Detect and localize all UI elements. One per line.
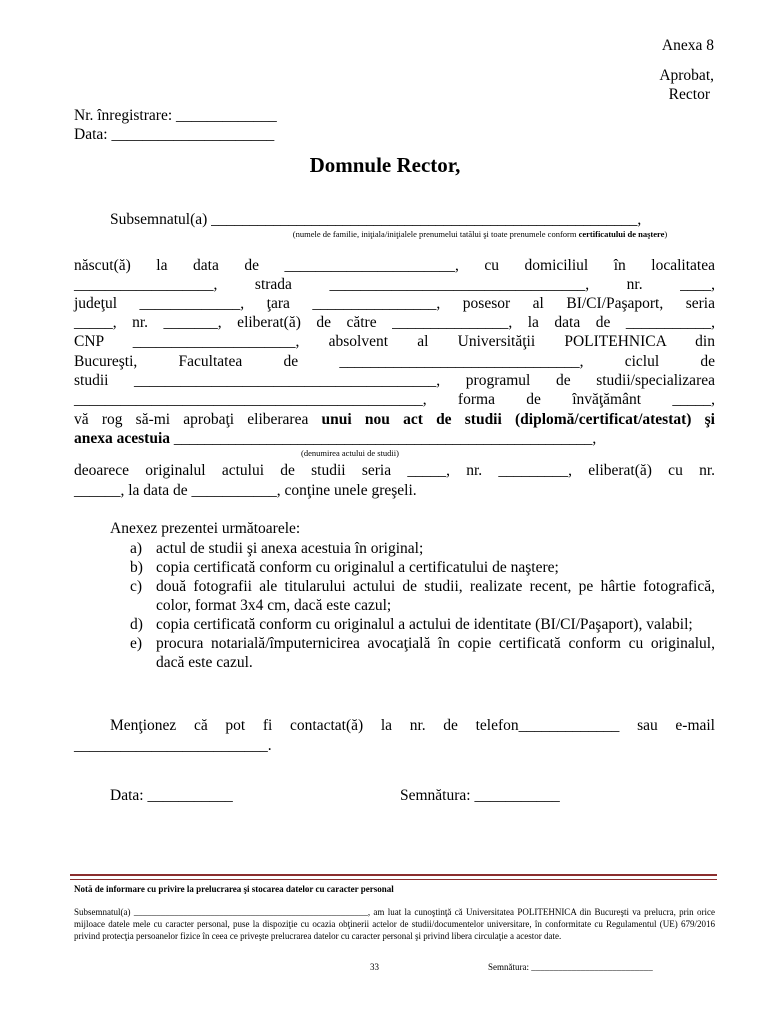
attachment-text: copia certificată conform cu originalul a actului de identitate (BI/CI/Paşaport), valabil; [156, 616, 693, 633]
attachment-item [130, 558, 715, 577]
attachment-item [130, 539, 715, 558]
note-divider [70, 874, 717, 876]
contact-phone-line[interactable]: Menţionez că pot fi contactat(ă) la nr. de telefon_____________ sau e-mail [110, 717, 715, 734]
approved-label: Aprobat, [659, 67, 714, 84]
registration-number-field[interactable]: Nr. înregistrare: _____________ [74, 107, 277, 124]
county-line[interactable]: judeţul _____________, ţara ________________, posesor al BI/CI/Paşaport, seria [74, 295, 715, 312]
request-line [74, 410, 715, 429]
name-caption-end: ) [664, 229, 668, 239]
registration-date-field[interactable]: Data: _____________________ [74, 126, 275, 143]
id-number-line[interactable]: _____, nr. _______, eliberat(ă) de către _______________, la data de ___________, [74, 314, 715, 331]
study-cycle-line[interactable]: studii _______________________________________, programul de studii/specializarea [74, 372, 715, 389]
attachment-text: procura notarială/împuternicirea avocaţială în copie certificată conform cu originalul, dacă este cazul. [156, 635, 715, 671]
annex-bold-text: anexa acestuia [74, 430, 171, 447]
request-bold-text: unui nou act de studii (diplomă/certificat/atestat) şi [321, 411, 715, 428]
attachments-intro: Anexez prezentei următoarele: [110, 520, 301, 537]
attachment-label: d) [130, 616, 143, 633]
attachment-text: copia certificată conform cu originalul a certificatului de naştere; [156, 559, 559, 576]
attachment-label: a) [130, 540, 143, 557]
study-form-line[interactable]: _____________________________________________, forma de învăţământ _____, [74, 391, 715, 408]
attachment-text: două fotografii ale titularului actului de studii, realizate recent, pe hârtie fotografică, color, format 3x4 cm, dacă este cazul; [156, 578, 715, 614]
note-text: Subsemnatul(a) ____________________________________________________, am luat la cunoştinţă că Universitatea POLITEHNICA din Bucureşti va prelucra, prin orice mijloace datele mele cu caracter personal, puse la dispoziţie cu ocazia obţinerii actelor de studii/documentelor universitare, în conformitate cu Regulamentul (UE) 679/2016 privind protecţia persoanelor fizice în ceea ce priveşte prelucrarea datelor cu caracter personal şi privind libera circulaţie a acestor date. [74, 907, 715, 941]
note-title: Notă de informare cu privire la prelucrarea şi stocarea datelor cu caracter personal [74, 884, 394, 894]
street-line[interactable]: __________________, strada _________________________________, nr. ____, [74, 276, 715, 293]
annex-line[interactable] [74, 429, 596, 448]
note-signature-field[interactable]: Semnătura: ___________________________ [488, 962, 653, 972]
name-caption-text: (numele de familie, iniţiala/iniţialele prenumelui tatălui şi toate prenumele conform [292, 229, 579, 239]
document-name-field[interactable]: ______________________________________________________, [170, 430, 597, 447]
page-title: Domnule Rector, [309, 153, 461, 177]
name-caption-bold: certificatului de naştere [578, 229, 665, 239]
original-date-line[interactable]: ______, la data de ___________, conţine unele greşeli. [74, 482, 417, 499]
attachment-label: e) [130, 635, 143, 652]
attachment-item [130, 577, 715, 615]
attachment-item [130, 615, 715, 634]
document-name-caption: (denumirea actului de studii) [301, 448, 399, 458]
date-field[interactable]: Data: ___________ [110, 787, 233, 804]
request-text: vă rog să-mi aprobaţi eliberarea [74, 411, 322, 428]
attachment-item [130, 634, 715, 672]
applicant-name-field[interactable]: Subsemnatul(a) _______________________________________________________, [110, 211, 642, 228]
attachment-text: actul de studii şi anexa acestuia în original; [156, 540, 424, 557]
page-number: 33 [370, 962, 379, 972]
attachments-list [130, 539, 715, 672]
birth-date-line[interactable]: născut(ă) la data de ______________________, cu domiciliul în localitatea [74, 257, 715, 274]
approver-label: Rector [668, 86, 710, 103]
attachment-label: b) [130, 559, 143, 576]
original-document-line[interactable]: deoarece originalul actului de studii seria _____, nr. _________, eliberat(ă) cu nr. [74, 462, 715, 479]
signature-field[interactable]: Semnătura: ___________ [400, 787, 560, 804]
contact-email-field[interactable]: _________________________. [74, 737, 272, 754]
annex-label: Anexa 8 [661, 37, 714, 54]
name-caption [200, 229, 760, 239]
faculty-line[interactable]: Bucureşti, Facultatea de _______________________________, ciclul de [74, 353, 715, 370]
note-divider-thin [70, 879, 717, 880]
attachment-label: c) [130, 578, 143, 595]
cnp-line[interactable]: CNP _____________________, absolvent al Universităţii POLITEHNICA din [74, 333, 715, 350]
